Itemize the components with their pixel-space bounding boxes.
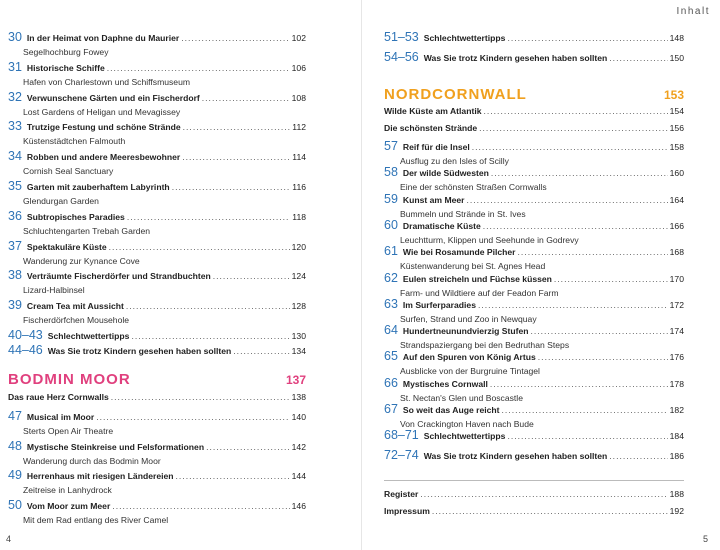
entry-page: 156 bbox=[669, 123, 684, 133]
dot-leader bbox=[479, 123, 668, 133]
dot-leader bbox=[127, 212, 290, 222]
dot-leader bbox=[518, 247, 668, 257]
dot-leader bbox=[109, 242, 290, 252]
toc-entry[interactable] bbox=[8, 409, 306, 437]
entry-title: Mystische Steinkreise und Felsformationen bbox=[26, 441, 205, 452]
entry-title: Kunst am Meer bbox=[402, 194, 465, 205]
entry-number: 31 bbox=[8, 59, 22, 74]
entry-subtitle: Zeitreise in Lanhydrock bbox=[23, 485, 112, 495]
entry-page: 150 bbox=[669, 53, 684, 63]
toc-entry[interactable] bbox=[8, 119, 306, 147]
entry-title: Eulen streicheln und Füchse küssen bbox=[402, 273, 552, 284]
entry-title: Mystisches Cornwall bbox=[402, 378, 488, 389]
toc-entry[interactable] bbox=[384, 271, 684, 299]
entry-page: 130 bbox=[291, 331, 306, 341]
dot-leader bbox=[530, 326, 667, 336]
dot-leader bbox=[507, 33, 667, 43]
entry-number: 33 bbox=[8, 119, 22, 134]
entry-page: 142 bbox=[291, 441, 306, 452]
toc-entry[interactable] bbox=[8, 498, 306, 526]
entry-title: Schlechtwettertipps bbox=[423, 431, 506, 442]
entry-title: Herrenhaus mit riesigen Ländereien bbox=[26, 471, 174, 481]
entry-subtitle: Glendurgan Garden bbox=[23, 196, 99, 206]
entry-title: Schlechtwettertipps bbox=[47, 331, 130, 341]
entry-subtitle: Wanderung durch das Bodmin Moor bbox=[23, 455, 161, 466]
entry-title: Was Sie trotz Kindern gesehen haben sollten bbox=[423, 53, 608, 63]
entry-title: Robben und andere Meeresbewohner bbox=[26, 152, 181, 163]
dot-leader bbox=[609, 53, 667, 63]
entry-title: Reif für die Insel bbox=[402, 142, 470, 152]
entry-subtitle: Cornish Seal Sanctuary bbox=[23, 166, 114, 177]
entry-number: 37 bbox=[8, 238, 22, 253]
dot-leader bbox=[467, 195, 668, 205]
toc-entry[interactable] bbox=[8, 209, 306, 237]
page-number: 5 bbox=[702, 534, 708, 544]
dot-leader bbox=[213, 271, 290, 281]
dot-leader bbox=[131, 331, 289, 341]
entry-number: 32 bbox=[8, 89, 22, 104]
entry-subtitle: Eine der schönsten Straßen Cornwalls bbox=[400, 182, 547, 193]
dot-leader bbox=[181, 33, 289, 43]
entry-title: Garten mit zauberhaftem Labyrinth bbox=[26, 182, 170, 192]
entry-subtitle: Hafen von Charlestown und Schiffsmuseum bbox=[23, 76, 191, 87]
entry-number: 49 bbox=[8, 468, 22, 482]
toc-entry[interactable] bbox=[384, 139, 684, 167]
entry-title: Subtropisches Paradies bbox=[26, 211, 125, 222]
entry-subtitle: Küstenwanderung bei St. Agnes Head bbox=[400, 261, 546, 272]
dot-leader bbox=[202, 93, 290, 103]
entry-subtitle: Lost Gardens of Heligan und Mevagissey bbox=[23, 106, 181, 117]
entry-page: 168 bbox=[669, 247, 684, 258]
entry-subtitle: Küstenstädtchen Falmouth bbox=[23, 136, 126, 147]
entry-title: Register bbox=[384, 489, 419, 499]
entry-subtitle: Sterts Open Air Theatre bbox=[23, 426, 114, 436]
entry-page: 114 bbox=[292, 152, 306, 163]
entry-title: Verwunschene Gärten und ein Fischerdorf bbox=[26, 92, 200, 103]
entry-number: 38 bbox=[8, 268, 22, 283]
entry-page: 138 bbox=[291, 392, 306, 402]
toc-entry-intro-2[interactable] bbox=[384, 123, 684, 139]
divider-rule bbox=[384, 480, 684, 481]
section-header-nordcornwall[interactable] bbox=[384, 86, 684, 103]
entry-number: 61 bbox=[384, 244, 398, 259]
entry-page: 116 bbox=[292, 182, 306, 192]
toc-entry[interactable] bbox=[384, 244, 684, 272]
entry-title: Vom Moor zum Meer bbox=[26, 500, 111, 511]
toc-entry[interactable] bbox=[384, 448, 684, 464]
entry-title: Das raue Herz Cornwalls bbox=[8, 392, 109, 402]
toc-entry-intro-1[interactable] bbox=[384, 106, 684, 122]
entry-title: Cream Tea mit Aussicht bbox=[26, 301, 124, 312]
entry-page: 108 bbox=[291, 92, 306, 103]
dot-leader bbox=[172, 182, 291, 192]
entry-subtitle: St. Nectan's Glen und Boscastle bbox=[400, 392, 523, 403]
entry-page: 148 bbox=[669, 33, 684, 43]
entry-page: 178 bbox=[669, 378, 684, 389]
dot-leader bbox=[502, 405, 668, 415]
entry-subtitle: Strandspaziergang bei den Bedruthan Steps bbox=[400, 340, 570, 351]
entry-number: 60 bbox=[384, 217, 398, 232]
entry-number: 72–74 bbox=[384, 448, 419, 463]
section-title: NORDCORNWALL bbox=[384, 86, 527, 103]
entry-page: 192 bbox=[669, 506, 684, 516]
entry-page: 112 bbox=[292, 122, 306, 133]
entry-page: 118 bbox=[292, 211, 306, 222]
entry-subtitle: Farm- und Wildtiere auf der Feadon Farm bbox=[400, 287, 559, 298]
toc-entry[interactable] bbox=[384, 428, 684, 444]
entry-page: 170 bbox=[669, 273, 684, 284]
entry-number: 62 bbox=[384, 270, 398, 285]
dot-leader bbox=[420, 489, 667, 499]
entry-title: Hundertneunundvierzig Stufen bbox=[402, 326, 529, 337]
dot-leader bbox=[432, 506, 668, 516]
entry-page: 174 bbox=[669, 326, 684, 337]
entry-subtitle: Segelhochburg Fowey bbox=[23, 47, 109, 57]
entry-page: 146 bbox=[291, 500, 306, 511]
entry-number: 50 bbox=[8, 497, 22, 512]
entry-subtitle: Mit dem Rad entlang des River Camel bbox=[23, 514, 169, 525]
toc-entry[interactable] bbox=[384, 50, 684, 66]
entry-number: 65 bbox=[384, 349, 398, 364]
entry-title: Impressum bbox=[384, 506, 430, 516]
entry-subtitle: Ausblicke von der Burgruine Tintagel bbox=[400, 366, 540, 377]
toc-entry-intro[interactable] bbox=[8, 392, 306, 408]
entry-subtitle: Ausflug zu den Isles of Scilly bbox=[400, 156, 509, 166]
toc-entry[interactable] bbox=[384, 323, 684, 351]
entry-page: 102 bbox=[291, 33, 306, 43]
section-title: BODMIN MOOR bbox=[8, 371, 131, 388]
entry-title: In der Heimat von Daphne du Maurier bbox=[26, 33, 180, 43]
dot-leader bbox=[472, 142, 668, 152]
dot-leader bbox=[112, 501, 289, 511]
dot-leader bbox=[484, 106, 668, 116]
entry-subtitle: Surfen, Strand und Zoo in Newquay bbox=[400, 313, 537, 324]
entry-number: 57 bbox=[384, 139, 398, 153]
header-title: Inhalt bbox=[676, 6, 710, 17]
entry-subtitle: Von Crackington Haven nach Bude bbox=[400, 419, 534, 429]
toc-entry[interactable] bbox=[384, 30, 684, 46]
dot-leader bbox=[206, 442, 290, 452]
dot-leader bbox=[538, 352, 668, 362]
entry-page: 134 bbox=[291, 346, 306, 357]
toc-entry[interactable] bbox=[384, 402, 684, 430]
entry-title: Musical im Moor bbox=[26, 412, 95, 422]
entry-subtitle: Fischerdörfchen Mousehole bbox=[23, 315, 130, 326]
dot-leader bbox=[478, 300, 668, 310]
toc-entry[interactable] bbox=[384, 192, 684, 220]
toc-entry[interactable] bbox=[8, 268, 306, 296]
entry-page: 140 bbox=[291, 412, 306, 422]
entry-number: 34 bbox=[8, 149, 22, 164]
toc-entry[interactable] bbox=[384, 165, 684, 193]
entry-title: Dramatische Küste bbox=[402, 220, 481, 231]
entry-number: 67 bbox=[384, 402, 398, 416]
entry-page: 106 bbox=[291, 62, 306, 73]
entry-number: 47 bbox=[8, 409, 22, 423]
entry-number: 30 bbox=[8, 30, 22, 44]
entry-page: 184 bbox=[669, 431, 684, 442]
toc-entry[interactable] bbox=[8, 343, 306, 359]
toc-entry-register[interactable] bbox=[384, 489, 684, 505]
entry-title: Die schönsten Strände bbox=[384, 123, 478, 133]
section-header-bodmin-moor[interactable] bbox=[8, 371, 306, 388]
toc-entry[interactable] bbox=[8, 60, 306, 88]
dot-leader bbox=[183, 122, 291, 132]
entry-number: 66 bbox=[384, 375, 398, 390]
entry-title: Trutzige Festung und schöne Strände bbox=[26, 122, 181, 133]
entry-page: 128 bbox=[291, 301, 306, 312]
dot-leader bbox=[111, 392, 290, 402]
entry-number: 64 bbox=[384, 323, 398, 338]
entry-page: 176 bbox=[669, 352, 684, 363]
entry-number: 40–43 bbox=[8, 328, 43, 342]
entry-number: 44–46 bbox=[8, 343, 43, 358]
toc-entry[interactable] bbox=[8, 30, 306, 58]
toc-entry[interactable] bbox=[384, 349, 684, 377]
toc-entry-impressum[interactable] bbox=[384, 506, 684, 522]
entry-title: Der wilde Südwesten bbox=[402, 168, 489, 179]
entry-title: Schlechtwettertipps bbox=[423, 33, 506, 43]
entry-page: 158 bbox=[669, 142, 684, 152]
entry-page: 186 bbox=[669, 451, 684, 462]
entry-page: 124 bbox=[291, 271, 306, 282]
entry-subtitle: Lizard-Halbinsel bbox=[23, 285, 85, 296]
entry-title: Wilde Küste am Atlantik bbox=[384, 106, 482, 116]
entry-number: 35 bbox=[8, 179, 22, 193]
entry-number: 63 bbox=[384, 296, 398, 311]
entry-page: 144 bbox=[291, 471, 306, 481]
entry-subtitle: Leuchtturm, Klippen und Seehunde in Godrevy bbox=[400, 234, 579, 245]
dot-leader bbox=[233, 346, 289, 356]
toc-entry[interactable] bbox=[8, 149, 306, 177]
entry-title: Was Sie trotz Kindern gesehen haben sollten bbox=[423, 451, 608, 462]
dot-leader bbox=[609, 451, 667, 461]
entry-page: 160 bbox=[669, 168, 684, 179]
dot-leader bbox=[176, 471, 290, 481]
entry-page: 154 bbox=[669, 106, 684, 116]
entry-number: 36 bbox=[8, 208, 22, 223]
entry-title: Wie bei Rosamunde Pilcher bbox=[402, 247, 516, 258]
toc-entry[interactable] bbox=[384, 297, 684, 325]
entry-page: 188 bbox=[669, 489, 684, 499]
entry-page: 164 bbox=[669, 194, 684, 205]
entry-number: 51–53 bbox=[384, 30, 419, 44]
dot-leader bbox=[483, 221, 668, 231]
dot-leader bbox=[554, 274, 668, 284]
entry-subtitle: Schluchtengarten Trebah Garden bbox=[23, 225, 151, 236]
entry-title: Verträumte Fischerdörfer und Strandbuchten bbox=[26, 271, 211, 282]
dot-leader bbox=[507, 431, 667, 441]
toc-entry[interactable] bbox=[8, 239, 306, 267]
entry-page: 182 bbox=[669, 405, 684, 415]
dot-leader bbox=[126, 301, 290, 311]
toc-entry[interactable] bbox=[384, 376, 684, 404]
page-number: 4 bbox=[6, 534, 12, 544]
entry-title: Im Surferparadies bbox=[402, 299, 476, 310]
entry-title: Auf den Spuren von König Artus bbox=[402, 352, 536, 363]
toc-entry[interactable] bbox=[8, 298, 306, 326]
toc-entry[interactable] bbox=[8, 439, 306, 467]
entry-title: Historische Schiffe bbox=[26, 62, 105, 73]
entry-title: Was Sie trotz Kindern gesehen haben sollten bbox=[47, 346, 232, 357]
dot-leader bbox=[491, 168, 668, 178]
section-page: 137 bbox=[285, 373, 306, 387]
entry-page: 172 bbox=[669, 299, 684, 310]
entry-number: 68–71 bbox=[384, 428, 419, 443]
toc-entry[interactable] bbox=[384, 218, 684, 246]
entry-number: 54–56 bbox=[384, 50, 419, 64]
section-page: 153 bbox=[663, 88, 684, 102]
dot-leader bbox=[490, 379, 668, 389]
entry-number: 48 bbox=[8, 438, 22, 453]
entry-subtitle: Bummeln und Strände in St. Ives bbox=[400, 208, 526, 219]
toc-entry[interactable] bbox=[8, 468, 306, 496]
entry-title: Spektakuläre Küste bbox=[26, 241, 107, 252]
toc-entry[interactable] bbox=[8, 328, 306, 344]
dot-leader bbox=[182, 152, 290, 162]
entry-number: 39 bbox=[8, 298, 22, 313]
entry-title: So weit das Auge reicht bbox=[402, 405, 500, 415]
dot-leader bbox=[107, 63, 290, 73]
entry-subtitle: Wanderung zur Kynance Cove bbox=[23, 255, 140, 266]
entry-page: 166 bbox=[669, 220, 684, 231]
right-page bbox=[362, 0, 720, 550]
toc-entry[interactable] bbox=[8, 90, 306, 118]
dot-leader bbox=[96, 412, 289, 422]
toc-entry[interactable] bbox=[8, 179, 306, 207]
entry-number: 59 bbox=[384, 191, 398, 206]
entry-page: 120 bbox=[291, 241, 306, 252]
entry-number: 58 bbox=[384, 165, 398, 180]
